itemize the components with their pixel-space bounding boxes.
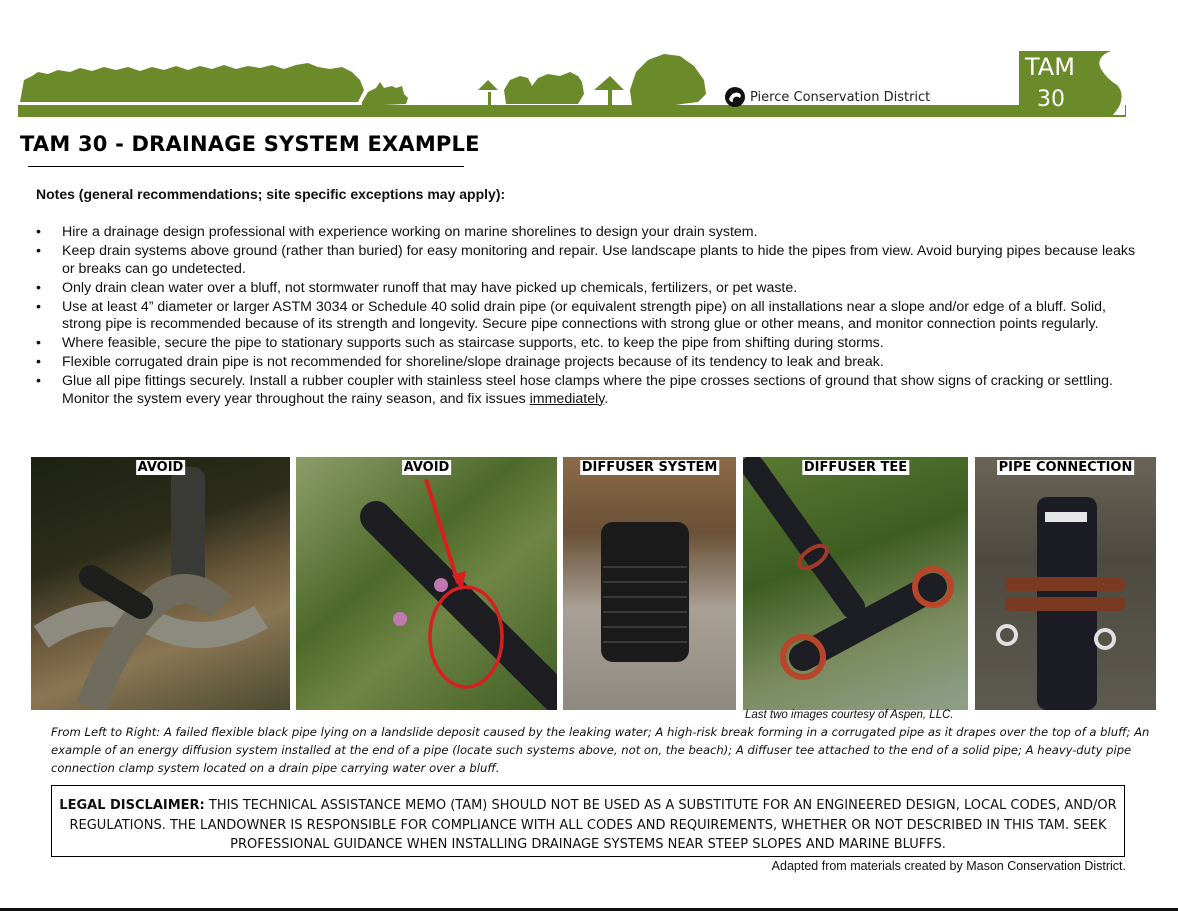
bullet-icon: • [36, 224, 41, 240]
note-item: • Use at least 4” diameter or larger ASTM 3034 or Schedule 40 solid drain pipe (or equivalent strength pipe) on all installations near a slope and/or edge of a bluff. Solid, strong pipe is recommended because of its strength and longevity. Secure pipe connections with strong glue or other means, and monitor connection points regularly. [36, 298, 1106, 332]
title-divider [28, 166, 464, 167]
header-banner [18, 50, 1126, 118]
bullet-icon: • [36, 243, 41, 259]
pipe-clamp-illustration [975, 457, 1156, 710]
bullet-icon: • [36, 373, 41, 389]
tam-label: TAM [1025, 53, 1075, 81]
notes-heading: Notes (general recommendations; site specific exceptions may apply): [36, 186, 506, 202]
photo-corrugated-pipe-break [296, 457, 557, 710]
photo-caption: From Left to Right: A failed flexible black pipe lying on a landslide deposit caused by the leaking water; A high-risk break forming in a corrugated pipe as it drapes over the top of a bluff; An example of an energy diffusion system installed at the end of a pipe (locate such systems above, not on, the beach); A diffuser tee attached to the end of a solid pipe; A heavy-duty pipe connection clamp system located on a drain pipe carrying water over a bluff. [51, 725, 1150, 775]
note-item: • Hire a drainage design professional with experience working on marine shorelines to design your drain system. [36, 224, 758, 240]
org-brand [724, 86, 930, 108]
bullet-icon: • [36, 298, 41, 315]
photo-diffuser-tee [743, 457, 968, 710]
disclaimer-label: LEGAL DISCLAIMER: [59, 798, 205, 813]
bullet-icon: • [36, 279, 41, 296]
notes-list [36, 224, 1136, 410]
page-title: TAM 30 - DRAINAGE SYSTEM EXAMPLE [20, 132, 480, 156]
tam-badge [1019, 51, 1125, 115]
org-name: Pierce Conservation District [750, 89, 931, 105]
treeline-illustration [18, 50, 1126, 118]
note-item: • Where feasible, secure the pipe to stationary supports such as staircase supports, etc. to keep the pipe from shifting during storms. [36, 335, 884, 351]
wave-decoration-icon [1085, 51, 1125, 115]
photo-label: DIFFUSER TEE [803, 460, 908, 475]
legal-disclaimer [51, 785, 1125, 857]
bullet-icon: • [36, 335, 41, 351]
pierce-cd-logo-icon [724, 86, 746, 108]
note-item: • Keep drain systems above ground (rather than buried) for easy monitoring and repair. Use landscape plants to hide the pipes from view. Avoid burying pipes because leaks or breaks can go undetected. [36, 243, 1136, 277]
note-item: • Glue all pipe fittings securely. Install a rubber coupler with stainless steel hose clamps where the pipe crosses sections of ground that show signs of cracking or settling. Monitor the system every year throughout the rainy season, and fix issues immediately. [36, 373, 1113, 407]
attribution: Adapted from materials created by Mason Conservation District. [771, 859, 1126, 873]
diffuser-tee-illustration [743, 457, 968, 710]
diffuser-barrel-illustration [563, 457, 736, 710]
photo-label: AVOID [137, 460, 184, 475]
photo-label: DIFFUSER SYSTEM [581, 460, 718, 475]
emphasis-underline: immediately [529, 390, 605, 407]
photo-credit: Last two images courtesy of Aspen, LLC. [745, 709, 954, 721]
disclaimer-text: THIS TECHNICAL ASSISTANCE MEMO (TAM) SHOULD NOT BE USED AS A SUBSTITUTE FOR AN ENGINEERED DESIGN, LOCAL CODES, AND/OR REGULATIONS. THE LANDOWNER IS RESPONSIBLE FOR COMPLIANCE WITH ALL CODES AND REQUIREMENTS, WHETHER OR NOT DESCRIBED IN THIS TAM. SEEK PROFESSIONAL GUIDANCE WHEN INSTALLING DRAINAGE SYSTEMS NEAR STEEP SLOPES AND MARINE BLUFFS. [69, 798, 1117, 852]
tam-number: 30 [1037, 87, 1065, 112]
photo-label: AVOID [403, 460, 450, 475]
bullet-icon: • [36, 354, 41, 370]
pipe-break-illustration [296, 457, 557, 710]
note-item: • Only drain clean water over a bluff, not stormwater runoff that may have picked up chemicals, fertilizers, or pet waste. [36, 279, 798, 296]
photo-label: PIPE CONNECTION [998, 460, 1133, 475]
photo-pipe-connection [975, 457, 1156, 710]
note-item: • Flexible corrugated drain pipe is not recommended for shoreline/slope drainage projects because of its tendency to leak and break. [36, 354, 884, 370]
photo-diffuser-system [563, 457, 736, 710]
corrugated-pipe-illustration [31, 457, 290, 710]
photo-failed-flexible-pipe [31, 457, 290, 710]
